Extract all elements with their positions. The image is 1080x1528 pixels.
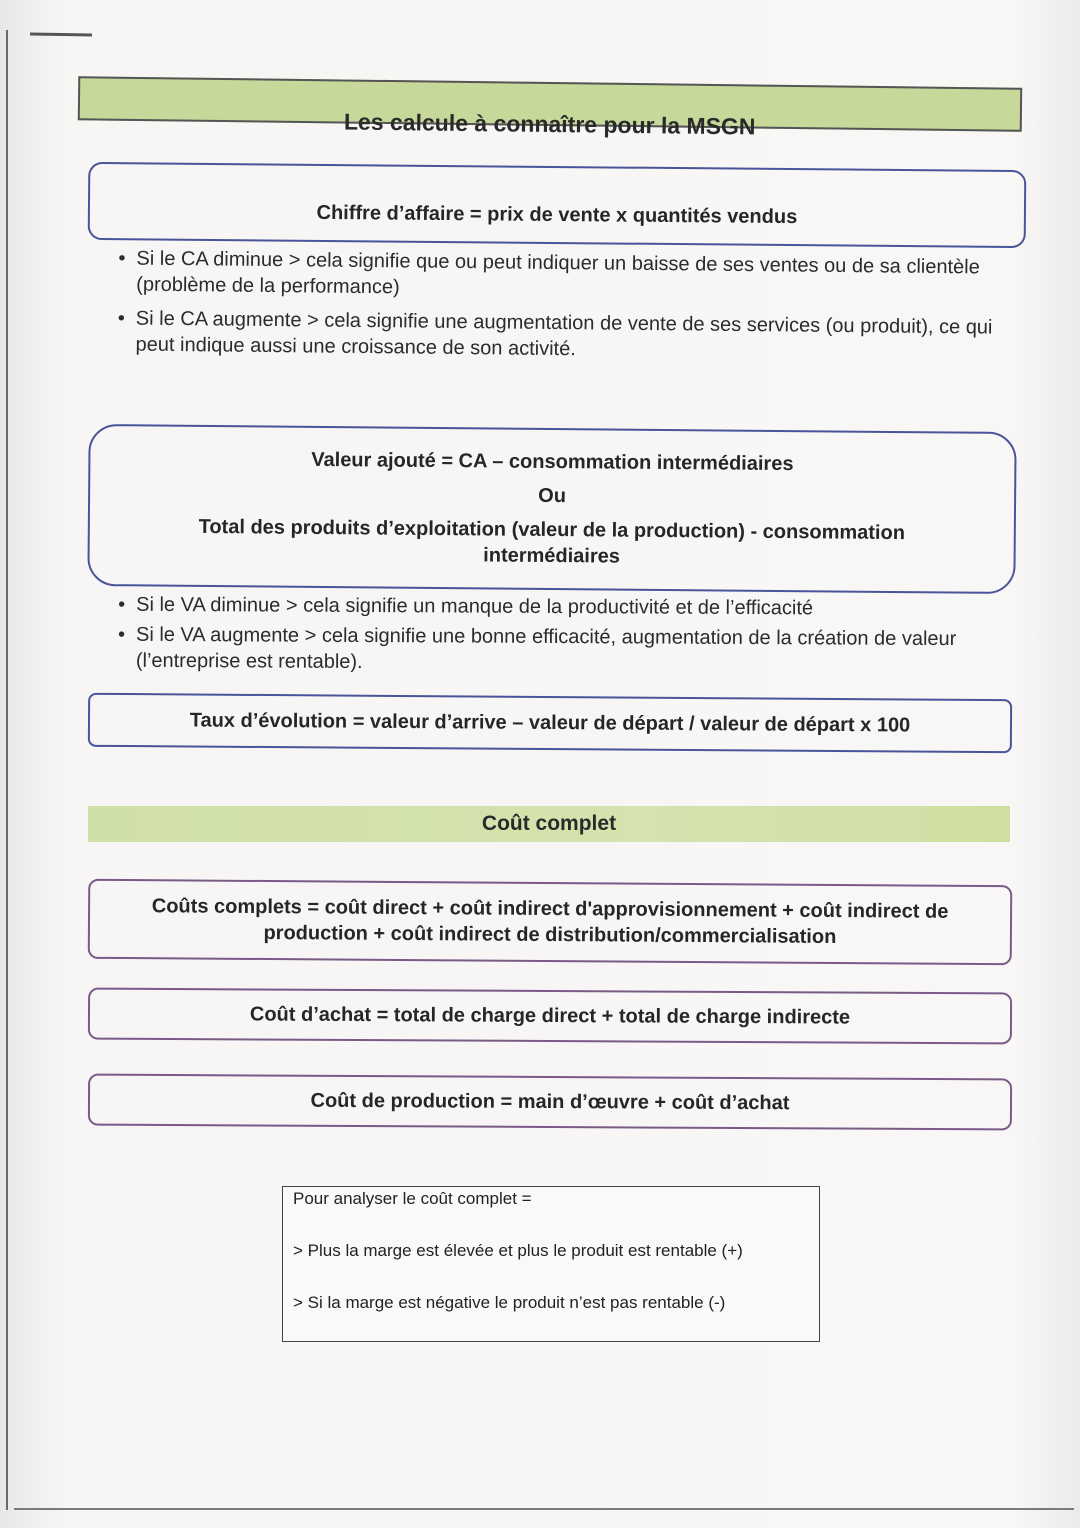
title-banner: [78, 76, 1022, 140]
ca-formula-box: [88, 162, 1027, 248]
va-or: Ou: [538, 484, 567, 508]
list-item: • Si le VA augmente > cela signifie une bonne efficacité, augmentation de la création de valeur (l’entreprise est rentable).: [118, 622, 998, 679]
taux-formula-box: [88, 693, 1012, 753]
page-title: Les calcule à connaître pour la MSGN: [343, 108, 756, 140]
va-formula-line1: Valeur ajouté = CA – consommation intermédiaires: [311, 448, 794, 476]
cout-production-box: [88, 1074, 1012, 1131]
note-heading: Pour analyser le coût complet =: [293, 1189, 532, 1208]
list-item: • Si le VA diminue > cela signifie un manque de la productivité et de l’efficacité: [118, 592, 998, 623]
couts-complets-box: [88, 879, 1013, 965]
section-banner: [88, 806, 1010, 842]
va-formula-line3: intermédiaires: [483, 544, 621, 568]
couts-complets-line1: Coûts complets = coût direct + coût indirect d'approvisionnement + coût indirect de: [151, 895, 949, 923]
ca-bullet-list: [117, 245, 998, 370]
analysis-note-box: [282, 1186, 820, 1342]
list-item: • Si le CA augmente > cela signifie une augmentation de vente de ses services (ou produit), ce qui peut indique aussi une croissance de son activité.: [117, 305, 997, 366]
va-formula-line2: Total des produits d’exploitation (valeur de la production) - consommation: [198, 515, 906, 545]
va-bullet-list: [118, 592, 998, 683]
taux-formula: Taux d’évolution = valeur d’arrive – valeur de départ / valeur de départ x 100: [189, 709, 911, 737]
cout-achat-box: [88, 988, 1012, 1045]
page-edge-left: [6, 30, 8, 1510]
cout-achat-formula: Coût d’achat = total de charge direct + total de charge indirecte: [249, 1003, 851, 1029]
cout-production-formula: Coût de production = main d’œuvre + coût d’achat: [310, 1089, 790, 1115]
page-edge-bottom: [14, 1508, 1074, 1510]
note-line-2: > Si la marge est négative le produit n’est pas rentable (-): [293, 1293, 726, 1312]
couts-complets-line2: production + coût indirect de distribution/commercialisation: [263, 922, 837, 948]
list-item: • Si le CA diminue > cela signifie que ou peut indiquer un baisse de ses ventes ou de sa clientèle (problème de la performance): [118, 245, 998, 306]
pen-mark: [30, 32, 92, 36]
note-line-1: > Plus la marge est élevée et plus le produit est rentable (+): [293, 1241, 743, 1260]
va-formula-box: [87, 424, 1016, 594]
ca-formula: Chiffre d’affaire = prix de vente x quantités vendus: [316, 201, 798, 229]
section-title: Coût complet: [481, 812, 617, 835]
